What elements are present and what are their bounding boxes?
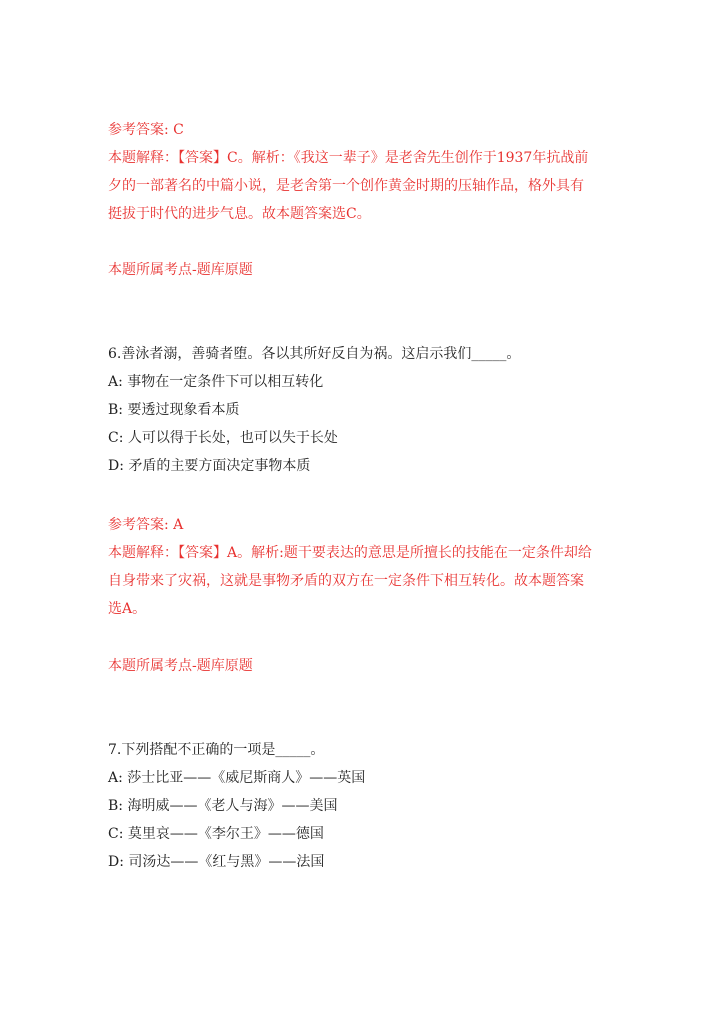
q5-explanation-line-1: 本题解释：【答案】C。解析：《我这一辈子》是老舍先生创作于1937年抗战前	[108, 150, 589, 166]
q7-option-b: B: 海明威——《老人与海》——美国	[108, 798, 338, 814]
q6-explanation-line-1: 本题解释：【答案】A。解析:题干要表达的意思是所擅长的技能在一定条件却给	[108, 545, 592, 561]
q6-option-c: C: 人可以得于长处，也可以失于长处	[108, 430, 338, 446]
q5-answer-line: 参考答案: C	[108, 122, 184, 138]
q6-answer-section	[108, 511, 613, 623]
q6-explanation-line-3: 选A。	[108, 601, 147, 617]
q7-stem: 7.下列搭配不正确的一项是_____。	[108, 742, 325, 758]
q6-answer-line: 参考答案: A	[108, 517, 184, 533]
q5-explanation-line-2: 夕的一部著名的中篇小说，是老舍第一个创作黄金时期的压轴作品，格外具有	[108, 178, 584, 194]
q5-source-label: 本题所属考点-题库原题	[108, 262, 253, 278]
q6-source	[108, 652, 613, 680]
q6-source-label: 本题所属考点-题库原题	[108, 658, 253, 674]
q7-option-c: C: 莫里哀——《李尔王》——德国	[108, 826, 324, 842]
q6-option-a: A: 事物在一定条件下可以相互转化	[108, 374, 324, 390]
q7-option-d: D: 司汤达——《红与黑》——法国	[108, 854, 325, 870]
q6-option-d: D: 矛盾的主要方面决定事物本质	[108, 458, 311, 474]
q6-question	[108, 340, 613, 480]
q6-option-b: B: 要透过现象看本质	[108, 402, 240, 418]
q6-explanation-line-2: 自身带来了灾祸，这就是事物矛盾的双方在一定条件下相互转化。故本题答案	[108, 573, 584, 589]
q5-explanation-line-3: 挺拔于时代的进步气息。故本题答案选C。	[108, 206, 371, 222]
q7-option-a: A: 莎士比亚——《威尼斯商人》——英国	[108, 770, 366, 786]
q7-question	[108, 736, 613, 876]
q5-answer-section	[108, 116, 613, 228]
q6-stem: 6.善泳者溺，善骑者堕。各以其所好反自为祸。这启示我们_____。	[108, 346, 521, 362]
q5-source	[108, 256, 613, 284]
